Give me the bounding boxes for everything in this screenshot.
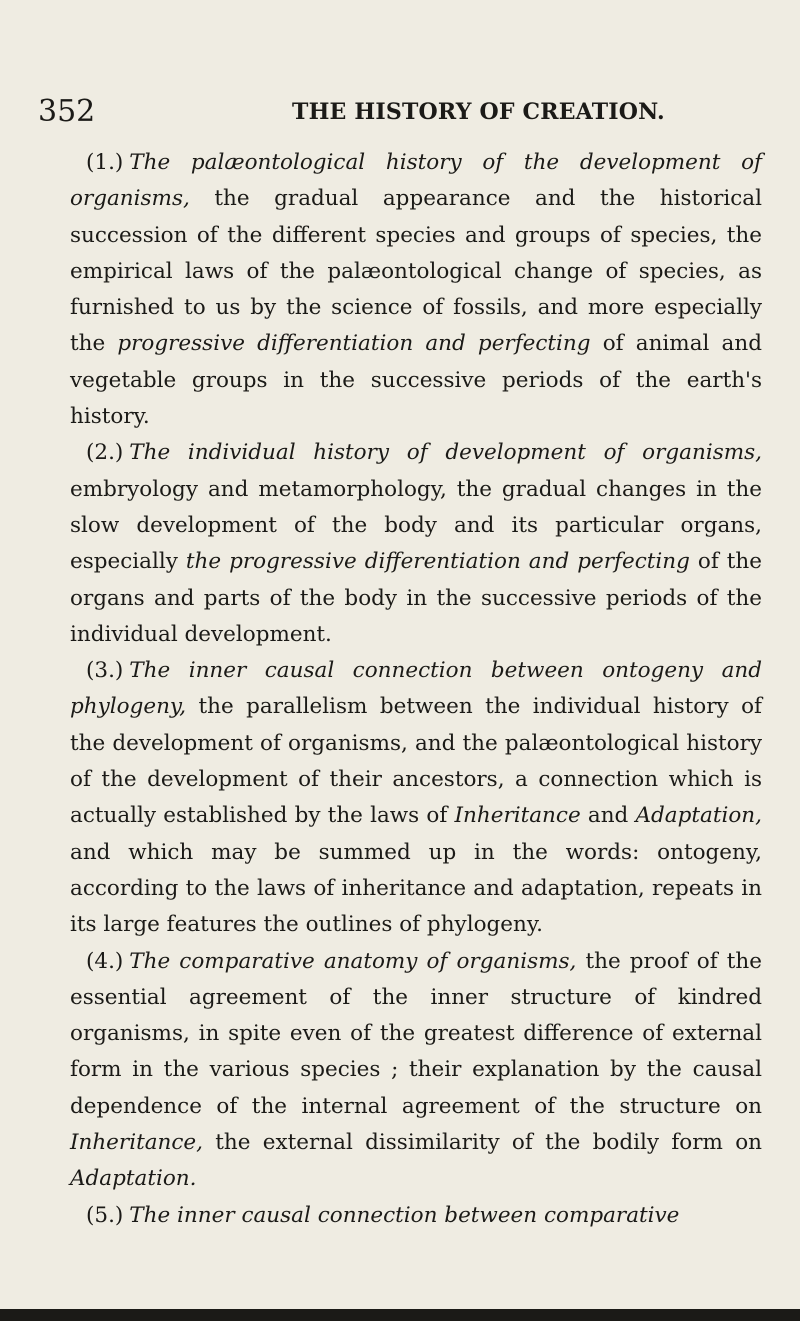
running-title: THE HISTORY OF CREATION. — [292, 99, 665, 125]
paragraph-number: (1.) — [86, 150, 124, 175]
body-text — [70, 145, 762, 1234]
paragraph-1 — [70, 145, 762, 435]
italic-phrase: progressive differentiation and perfecting — [117, 331, 591, 357]
paragraph-number: (5.) — [86, 1202, 124, 1228]
italic-phrase: Inheritance, — [70, 1130, 203, 1156]
italic-phrase: Inheritance — [454, 803, 581, 829]
paragraph-number: (4.) — [86, 948, 124, 974]
italic-phrase: The inner causal connection between ontogeny and phylogeny, — [70, 658, 762, 720]
italic-phrase: Adaptation. — [70, 1166, 197, 1192]
paragraph-4 — [70, 944, 762, 1198]
paragraph-text: and which may be summed up in the words: ontogeny, according to the laws of inheritance and adaptation, repeats in its large features the outlines of phylogeny. — [70, 839, 762, 938]
page-number: 352 — [38, 94, 96, 129]
paragraph-number: (2.) — [86, 440, 124, 466]
paragraph-text: the external dissimilarity of the bodily form on — [202, 1130, 762, 1156]
paragraph-text: of animal and vegetable groups in the successive periods of the earth's history. — [70, 331, 762, 430]
paragraph-number: (3.) — [86, 658, 124, 684]
paragraph-text: the proof of the essential agreement of the inner structure of kindred organisms, in spite even of the greatest difference of external form in the various species ; their explanation by the causal dependence of the internal agreement of the structure on — [70, 948, 762, 1119]
italic-phrase: The palæontological history of the development of organisms, — [70, 150, 762, 212]
paragraph-5 — [70, 1198, 762, 1234]
paragraph-text: the gradual appearance and the historical succession of the different species and groups of species, the empirical laws of the palæontological change of species, as furnished to us by the science of fossils, and more especially the — [70, 186, 762, 357]
paragraph-text: the parallelism between the individual history of the development of organisms, and the palæontological history of the development of their ancestors, a connection which is actually established by the laws of — [70, 694, 762, 829]
italic-phrase: The inner causal connection between comparative — [129, 1202, 680, 1228]
paragraph-text: of the organs and parts of the body in the successive periods of the individual development. — [70, 549, 762, 647]
paragraph-text: embryology and metamorphology, the gradual changes in the slow development of the body and its particular organs, especially — [70, 476, 762, 575]
italic-phrase: the progressive differentiation and perfecting — [185, 549, 690, 575]
paragraph-3 — [70, 653, 762, 943]
bottom-edge-bar — [0, 1309, 800, 1321]
italic-phrase: The comparative anatomy of organisms, — [129, 948, 577, 974]
italic-phrase: Adaptation, — [635, 803, 762, 829]
paragraph-text: and — [580, 803, 636, 829]
italic-phrase: The individual history of development of organisms, — [129, 440, 762, 466]
paragraph-2 — [70, 435, 762, 653]
page-header — [38, 92, 738, 132]
